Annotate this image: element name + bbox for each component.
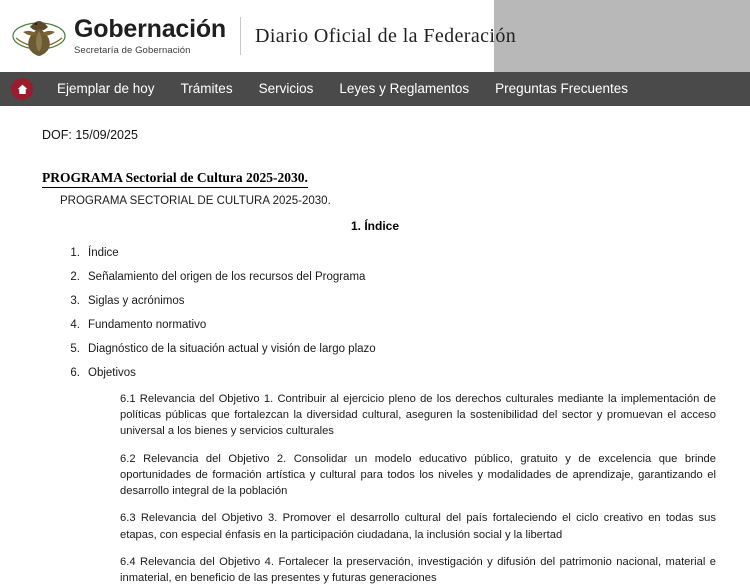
toc-item-label: Fundamento normativo (88, 319, 207, 331)
objective-item[interactable]: 6.2 Relevancia del Objetivo 2. Consolidar un modelo educativo público, gratuito y de excelencia que brinde oportunidades de formación artística y cultural para todos los niveles y modalidades de aprendizaje, garantizando el desarrollo integral de la población (120, 452, 716, 498)
header-right-panel (494, 0, 750, 72)
toc-item[interactable] (58, 271, 716, 283)
nav-item-servicios[interactable]: Servicios (258, 81, 314, 96)
objective-item[interactable]: 6.1 Relevancia del Objetivo 1. Contribuir al ejercicio pleno de los derechos culturales mediante la implementación de políticas públicas que fortalezcan la diversidad cultural, aseguren la sostenibilidad del sector y promuevan el acceso universal a los bienes y servicios culturales (120, 393, 716, 438)
toc-item-number: 3. (70, 295, 80, 307)
table-of-contents (58, 247, 716, 586)
brand-subtitle: Secretaría de Gobernación (74, 44, 191, 56)
objective-item[interactable]: 6.4 Relevancia del Objetivo 4. Fortalecer la preservación, investigación y difusión del patrimonio nacional, material e inmaterial, en beneficio de las presentes y futuras generaciones (120, 555, 716, 585)
toc-item[interactable] (58, 295, 716, 307)
site-title: Diario Oficial de la Federación (255, 24, 517, 47)
nav-item-ejemplar-de-hoy[interactable]: Ejemplar de hoy (57, 81, 155, 96)
toc-item-number: 4. (70, 319, 80, 331)
toc-item-label: Objetivos (88, 367, 136, 379)
toc-item-number: 2. (70, 271, 80, 283)
toc-item[interactable] (58, 247, 716, 259)
toc-item-label: Señalamiento del origen de los recursos del Programa (88, 271, 366, 283)
document-subtitle: PROGRAMA SECTORIAL DE CULTURA 2025-2030. (60, 195, 331, 207)
section-heading-indice: 1. Índice (350, 219, 400, 233)
main-navigation (0, 72, 750, 106)
document-title: PROGRAMA Sectorial de Cultura 2025-2030. (42, 170, 308, 188)
toc-item-number: 6. (70, 367, 80, 379)
toc-item[interactable] (58, 367, 716, 379)
mexican-eagle-emblem-icon (10, 14, 68, 58)
toc-item-label: Siglas y acrónimos (88, 295, 185, 307)
nav-item-leyes-y-reglamentos[interactable]: Leyes y Reglamentos (339, 81, 470, 96)
toc-item[interactable] (58, 319, 716, 331)
nav-items (44, 72, 641, 106)
toc-item-label: Índice (88, 247, 119, 259)
nav-item-tramites[interactable]: Trámites (180, 81, 233, 96)
toc-item[interactable] (58, 343, 716, 355)
nav-home-button[interactable] (0, 72, 44, 106)
site-header (0, 0, 750, 72)
nav-item-preguntas-frecuentes[interactable]: Preguntas Frecuentes (495, 81, 628, 96)
toc-item-label: Diagnóstico de la situación actual y visión de largo plazo (88, 343, 376, 355)
dof-date: DOF: 15/09/2025 (42, 128, 138, 142)
toc-item-number: 5. (70, 343, 80, 355)
header-divider (240, 17, 241, 55)
document-body (0, 128, 750, 586)
objective-item[interactable]: 6.3 Relevancia del Objetivo 3. Promover el desarrollo cultural del país fortaleciendo el ciclo creativo en todas sus etapas, con especial énfasis en la participación ciudadana, la inclusión social y la libertad (120, 512, 716, 541)
brand-title: Gobernación (74, 14, 226, 43)
toc-item-number: 1. (70, 247, 80, 259)
home-icon (11, 78, 33, 100)
brand-block (74, 14, 226, 56)
objectives-list (120, 391, 716, 586)
